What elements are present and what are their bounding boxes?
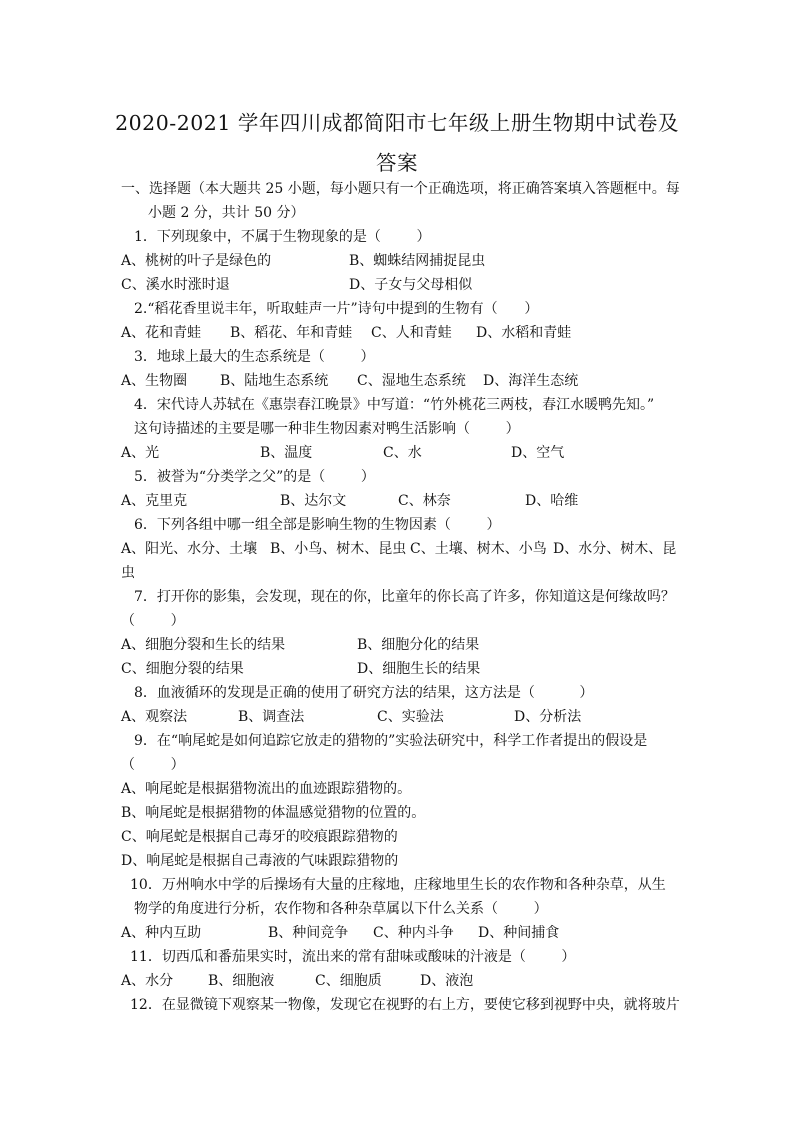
q3-option-d: D、海洋生态统 bbox=[483, 373, 579, 389]
question-4-line2: 这句诗描述的主要是哪一种非生物因素对鸭生活影响（ ） bbox=[134, 421, 520, 437]
question-6: 6．下列各组中哪一组全部是影响生物的生物因素（ ） bbox=[134, 517, 501, 533]
section-heading-line1: 一、选择题（本大题共 25 小题，每小题只有一个正确选项，将正确答案填入答题框中。每 bbox=[121, 181, 680, 197]
q4-option-c: C、水 bbox=[383, 445, 422, 461]
q3-option-a: A、生物圈 bbox=[121, 373, 188, 389]
q10-option-c: C、种内斗争 bbox=[373, 925, 454, 941]
q10-option-b: B、种间竞争 bbox=[268, 925, 349, 941]
q4-option-d: D、空气 bbox=[511, 445, 565, 461]
q9-option-c: C、响尾蛇是根据自己毒牙的咬痕跟踪猎物的 bbox=[121, 829, 398, 845]
question-2: 2.“稻花香里说丰年，听取蛙声一片”诗句中提到的生物有（ ） bbox=[134, 301, 539, 317]
q9-option-b: B、响尾蛇是根据猎物的体温感觉猎物的位置的。 bbox=[121, 805, 426, 821]
q10-option-a: A、种内互助 bbox=[121, 925, 202, 941]
q8-option-d: D、分析法 bbox=[514, 709, 582, 725]
q2-option-d: D、水稻和青蛙 bbox=[476, 325, 572, 341]
question-9-line2: （ ） bbox=[121, 757, 185, 773]
question-10-line2: 物学的角度进行分析，农作物和各种杂草属以下什么关系（ ） bbox=[134, 901, 548, 917]
question-7-line1: 7．打开你的影集，会发现，现在的你，比童年的你长高了许多，你知道这是何缘故吗？ bbox=[134, 589, 675, 605]
question-1: 1．下列现象中，不属于生物现象的是（ ） bbox=[134, 229, 431, 245]
q1-option-b: B、蜘蛛结网捕捉昆虫 bbox=[349, 253, 486, 269]
q5-option-b: B、达尔文 bbox=[280, 493, 347, 509]
q6-option-d: D、水分、树木、昆 bbox=[553, 541, 677, 557]
q1-option-a: A、桃树的叶子是绿色的 bbox=[121, 253, 272, 269]
q5-option-d: D、哈维 bbox=[525, 493, 579, 509]
question-9-line1: 9．在“响尾蛇是如何追踪它放走的猎物的”实验法研究中，科学工作者提出的假设是 bbox=[134, 733, 648, 749]
q2-option-a: A、花和青蛙 bbox=[121, 325, 202, 341]
q6-option-a: A、阳光、水分、土壤 bbox=[121, 541, 258, 557]
q11-option-d: D、液泡 bbox=[420, 973, 474, 989]
q7-option-a: A、细胞分裂和生长的结果 bbox=[121, 637, 286, 653]
question-4-line1: 4．宋代诗人苏轼在《惠崇春江晚景》中写道：“竹外桃花三两枝，春江水暖鸭先知。” bbox=[134, 397, 655, 413]
question-11: 11．切西瓜和番茄果实时，流出来的常有甜味或酸味的汁液是（ ） bbox=[130, 949, 576, 965]
question-5: 5．被誉为“分类学之父”的是（ ） bbox=[134, 469, 375, 485]
q11-option-c: C、细胞质 bbox=[315, 973, 382, 989]
q4-option-b: B、温度 bbox=[260, 445, 313, 461]
q11-option-a: A、水分 bbox=[121, 973, 174, 989]
q2-option-b: B、稻花、年和青蛙 bbox=[230, 325, 353, 341]
q7-option-b: B、细胞分化的结果 bbox=[357, 637, 480, 653]
q3-option-c: C、湿地生态系统 bbox=[357, 373, 466, 389]
q6-option-c: C、土壤、树木、小鸟 bbox=[410, 541, 547, 557]
q1-option-d: D、子女与父母相似 bbox=[349, 277, 473, 293]
q5-option-c: C、林奈 bbox=[398, 493, 451, 509]
q7-option-d: D、细胞生长的结果 bbox=[357, 661, 481, 677]
question-10-line1: 10．万州响水中学的后操场有大量的庄稼地，庄稼地里生长的农作物和各种杂草，从生 bbox=[130, 877, 666, 893]
question-12-line1: 12．在显微镜下观察某一物像，发现它在视野的右上方，要使它移到视野中央，就将玻片 bbox=[130, 997, 680, 1013]
q9-option-a: A、响尾蛇是根据猎物流出的血迹跟踪猎物的。 bbox=[121, 781, 412, 797]
q11-option-b: B、细胞液 bbox=[208, 973, 275, 989]
q5-option-a: A、克里克 bbox=[121, 493, 188, 509]
q6-option-d-wrap: 虫 bbox=[121, 565, 135, 581]
question-3: 3．地球上最大的生态系统是（ ） bbox=[134, 349, 375, 365]
q6-option-b: B、小鸟、树木、昆虫 bbox=[270, 541, 407, 557]
q8-option-b: B、调查法 bbox=[238, 709, 305, 725]
q1-option-c: C、溪水时涨时退 bbox=[121, 277, 230, 293]
q4-option-a: A、光 bbox=[121, 445, 160, 461]
q9-option-d: D、响尾蛇是根据自己毒液的气味跟踪猎物的 bbox=[121, 853, 399, 869]
section-heading-line2: 小题 2 分，共计 50 分） bbox=[148, 205, 305, 221]
q2-option-c: C、人和青蛙 bbox=[371, 325, 452, 341]
q3-option-b: B、陆地生态系统 bbox=[220, 373, 329, 389]
q7-option-c: C、细胞分裂的结果 bbox=[121, 661, 244, 677]
document-title-line1: 2020-2021 学年四川成都简阳市七年级上册生物期中试卷及 bbox=[115, 111, 679, 135]
question-7-line2: （ ） bbox=[121, 613, 185, 629]
q8-option-c: C、实验法 bbox=[377, 709, 444, 725]
question-8: 8．血液循环的发现是正确的使用了研究方法的结果，这方法是（ ） bbox=[134, 685, 594, 701]
q8-option-a: A、观察法 bbox=[121, 709, 188, 725]
q10-option-d: D、种间捕食 bbox=[478, 925, 560, 941]
document-title-line2: 答案 bbox=[376, 151, 418, 175]
